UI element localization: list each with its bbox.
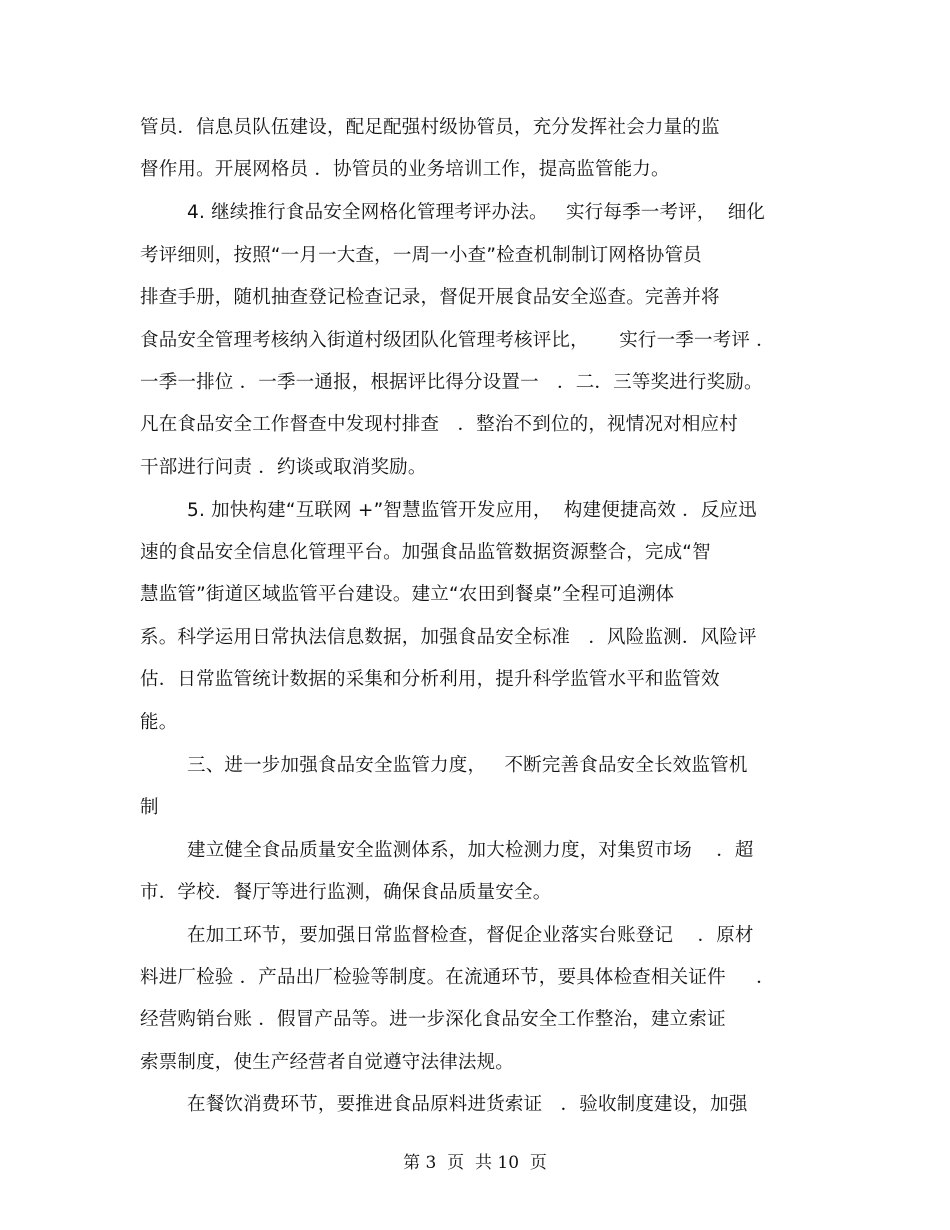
text-line: 4. 继续推行食品安全网格化管理考评办法。 实行每季一考评， 细化 xyxy=(187,202,766,223)
text-line: 慧监管”街道区域监管平台建设。建立“农田到餐桌”全程可追溯体 xyxy=(140,584,675,605)
text-line: 系。科学运用日常执法信息数据，加强食品安全标准 ．风险监测．风险评 xyxy=(140,627,757,648)
text-line: 料进厂检验 ．产品出厂检验等制度。在流通环节，要具体检查相关证件 ． xyxy=(140,967,775,988)
text-line: 在加工环节，要加强日常监督检查，督促企业落实台账登记 ．原材 xyxy=(187,925,754,946)
text-line: 管员．信息员队伍建设，配足配强村级协管员，充分发挥社会力量的监 xyxy=(140,117,720,138)
text-line: 在餐饮消费环节，要推进食品原料进货索证 ．验收制度建设，加强 xyxy=(187,1094,748,1115)
text-line: 建立健全食品质量安全监测体系，加大检测力度，对集贸市场 ．超 xyxy=(187,840,754,861)
text-line: 食品安全管理考核纳入街道村级团队化管理考核评比， 实行一季一考评 ． xyxy=(140,330,775,351)
text-line: 一季一排位 ．一季一通报，根据评比得分设置一 ．二．三等奖进行奖励。 xyxy=(140,372,763,393)
text-line: 估．日常监管统计数据的采集和分析利用，提升科学监管水平和监管效 xyxy=(140,669,720,690)
section-heading: 制 xyxy=(140,797,159,818)
text-line: 能。 xyxy=(140,712,178,733)
text-line: 经营购销台账 ．假冒产品等。进一步深化食品安全工作整治，建立索证 xyxy=(140,1009,726,1030)
text-line: 索票制度，使生产经营者自觉遵守法律法规。 xyxy=(140,1052,515,1073)
text-line: 凡在食品安全工作督查中发现村排查 ．整治不到位的，视情况对相应村 xyxy=(140,414,738,435)
text-line: 考评细则，按照“一月一大查，一周一小查”检查机制制订网格协管员 xyxy=(140,245,702,266)
section-heading: 三、进一步加强食品安全监管力度， 不断完善食品安全长效监管机 xyxy=(187,755,748,776)
text-line: 干部进行问责 ．约谈或取消奖励。 xyxy=(140,457,427,478)
text-line: 排查手册，随机抽查登记检查记录，督促开展食品安全巡查。完善并将 xyxy=(140,287,720,308)
page-number-footer: 第 3 页 共 10 页 xyxy=(403,1153,547,1173)
text-line: 督作用。开展网格员 ．协管员的业务培训工作，提高监管能力。 xyxy=(140,159,670,180)
text-line: 速的食品安全信息化管理平台。加强食品监管数据资源整合，完成“智 xyxy=(140,542,711,563)
text-line: 5. 加快构建“互联网 +”智慧监管开发应用， 构建便捷高效 ．反应迅 xyxy=(187,500,757,521)
text-line: 市．学校．餐厅等进行监测，确保食品质量安全。 xyxy=(140,882,552,903)
